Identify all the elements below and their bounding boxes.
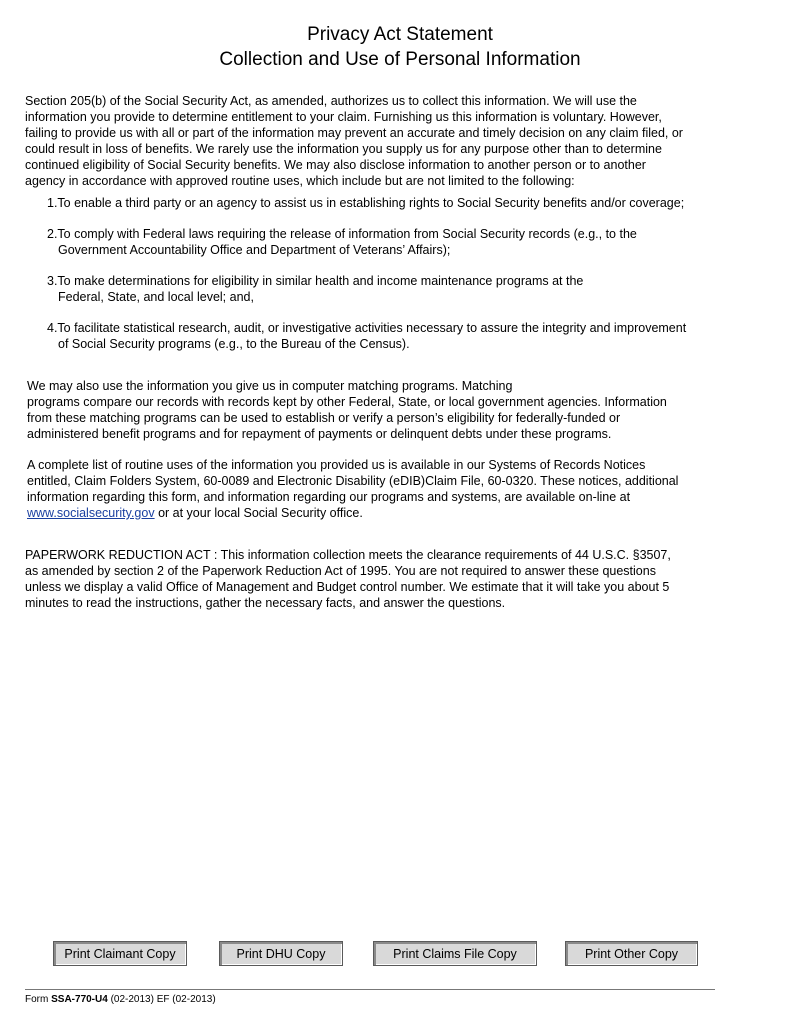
- list-item-text: 3.To make determinations for eligibility in similar health and income maintenance programs at the: [47, 274, 584, 288]
- text-line: could result in loss of benefits. We rarely use the information you supply us for any purpose other than to determine: [25, 142, 662, 156]
- footer-prefix: Form: [25, 994, 52, 1005]
- list-item-text: Government Accountability Office and Department of Veterans’ Affairs);: [58, 243, 451, 257]
- text-line: PAPERWORK REDUCTION ACT : This information collection meets the clearance requirements of 44 U.S.C. §3507,: [25, 548, 671, 562]
- list-item-text: 2.To comply with Federal laws requiring the release of information from Social Security records (e.g., to the: [47, 227, 637, 241]
- text-line: minutes to read the instructions, gather the necessary facts, and answer the questions.: [25, 596, 506, 610]
- list-item-text: 1.To enable a third party or an agency to assist us in establishing rights to Social Security benefits and/or coverage;: [47, 196, 685, 210]
- text-line: continued eligibility of Social Security benefits. We may also disclose information to another person or to another: [25, 158, 646, 172]
- list-item: [47, 195, 684, 211]
- print-claims-file-copy-button[interactable]: Print Claims File Copy: [373, 941, 537, 966]
- form-footer: [25, 994, 216, 1005]
- text-line: failing to provide us with all or part of the information may prevent an accurate and timely decision on any claim filed, or: [25, 126, 683, 140]
- footer-divider: [25, 989, 715, 990]
- text-line: unless we display a valid Office of Management and Budget control number. We estimate that it will take you about 5: [25, 580, 670, 594]
- records-paragraph: [27, 457, 678, 521]
- list-item-text: Federal, State, and local level; and,: [58, 290, 254, 304]
- print-other-copy-button[interactable]: Print Other Copy: [565, 941, 698, 966]
- text-line: A complete list of routine uses of the information you provided us is available in our Systems of Records Notices: [27, 458, 646, 472]
- text-line: programs compare our records with records kept by other Federal, State, or local government agencies. Information: [27, 395, 667, 409]
- text-line: administered benefit programs and for repayment of payments or delinquent debts under these programs.: [27, 427, 612, 441]
- paperwork-paragraph: [25, 547, 671, 611]
- text-line: information you provide to determine entitlement to your claim. Furnishing us this information is voluntary. However,: [25, 110, 662, 124]
- print-claimant-copy-button[interactable]: Print Claimant Copy: [53, 941, 187, 966]
- text-line: agency in accordance with approved routine uses, which include but are not limited to the following:: [25, 174, 575, 188]
- list-item-text: 4.To facilitate statistical research, audit, or investigative activities necessary to assure the integrity and improvement: [47, 321, 687, 335]
- intro-paragraph: [25, 93, 683, 189]
- text-line: as amended by section 2 of the Paperwork Reduction Act of 1995. You are not required to answer these questions: [25, 564, 656, 578]
- text-line: [27, 505, 678, 521]
- form-edition: (02-2013) EF (02-2013): [107, 994, 216, 1005]
- text-line: Section 205(b) of the Social Security Act, as amended, authorizes us to collect this information. We will use the: [25, 94, 637, 108]
- text-line: information regarding this form, and information regarding our programs and systems, are available on-line at: [27, 490, 631, 504]
- list-item: [47, 273, 583, 305]
- page-title: Privacy Act Statement: [307, 24, 493, 45]
- list-item: [47, 320, 686, 352]
- text-line: We may also use the information you give us in computer matching programs. Matching: [27, 379, 513, 393]
- text-line: entitled, Claim Folders System, 60-0089 and Electronic Disability (eDIB)Claim File, 60-0320. These notices, additional: [27, 474, 679, 488]
- text-line: from these matching programs can be used to establish or verify a person’s eligibility for federally-funded or: [27, 411, 621, 425]
- list-item: [47, 226, 637, 258]
- page-subtitle: Collection and Use of Personal Information: [219, 49, 581, 70]
- form-number: SSA-770-U4: [51, 994, 108, 1005]
- print-dhu-copy-button[interactable]: Print DHU Copy: [219, 941, 343, 966]
- matching-paragraph: [27, 378, 667, 442]
- list-item-text: of Social Security programs (e.g., to the Bureau of the Census).: [58, 337, 410, 351]
- link-trailing-text: or at your local Social Security office.: [154, 506, 363, 520]
- socialsecurity-link[interactable]: www.socialsecurity.gov: [27, 506, 155, 520]
